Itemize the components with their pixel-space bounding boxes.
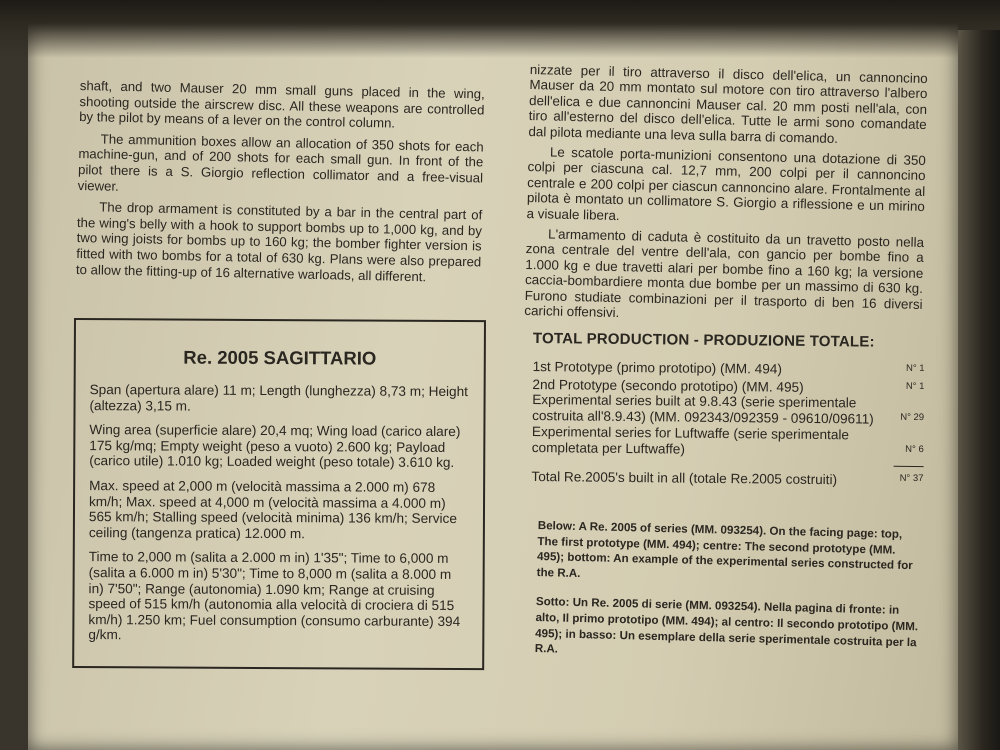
spec-paragraph: Wing area (superficie alare) 20,4 mq; Wing load (carico alare) 175 kg/mq; Empty weight (peso a vuoto) 2.600 kg; Payload (carico utile) 1.010 kg; Loaded weight (peso totale) 3.610 kg. — [89, 422, 461, 471]
total-rule — [894, 465, 924, 466]
production-row-count: N° 1 — [905, 362, 925, 374]
paragraph: Le scatole porta-munizioni consentono una dotazione di 350 colpi per ciascuna cal. 12,7 mm, 200 colpi per il cannoncino centrale e 200 colpi per ciascun cannoncino alare. Frontalmente al pilota è montato un collimatore S. Giorgio a riflessione e un mirino a visuale libera. — [526, 144, 927, 223]
english-text-column — [76, 78, 485, 292]
photo-captions — [534, 518, 923, 680]
paragraph: shaft, and two Mauser 20 mm small guns placed in the wing, shooting outside the airscrew disc. All these weapons are controlled by the pilot by means of a lever on the control column. — [79, 78, 485, 131]
production-row-text: 1st Prototype (primo prototipo) (MM. 494) — [532, 358, 783, 377]
top-shadow — [0, 0, 1000, 58]
specifications-box — [72, 318, 486, 670]
production-title: TOTAL PRODUCTION - PRODUZIONE TOTALE: — [532, 330, 875, 351]
paragraph: nizzate per il tiro attraverso il disco dell'elica, un cannoncino Mauser da 20 mm montato sul motore con tiro attraverso l'albero dell'elica e due cannoncini Mauser cal. 20 mm posti nell'ala, con tiro all'esterno del disco dell'elica. Tutte le armi sono comandate dal pilota mediante una leva sulla barra di comando. — [528, 62, 928, 146]
spec-title: Re. 2005 SAGITTARIO — [183, 346, 377, 369]
paragraph: The ammunition boxes allow an allocation of 350 shots for each machine-gun, and of 200 shots for each small gun. In front of the pilot there is a S. Giorgio reflection collimator and a free-visual viewer. — [77, 131, 484, 194]
production-row-count: N° 6 — [905, 443, 924, 455]
production-row — [532, 424, 924, 460]
production-row-count: N° 1 — [905, 380, 925, 392]
production-row-text: Experimental series built at 9.8.43 (serie sperimentale costruita all'8.9.43) (MM. 092343/092359 - 09610/09611) — [532, 392, 874, 427]
production-row-text: 2nd Prototype (secondo prototipo) (MM. 495) — [532, 376, 804, 395]
total-production-section — [531, 331, 925, 488]
production-row-text: Experimental series for Luftwaffe (serie sperimentale completata per Luftwaffe) — [531, 423, 850, 457]
production-row — [532, 392, 924, 428]
production-total-text: Total Re.2005's built in all (totale Re.2005 costruiti) — [531, 468, 838, 487]
spec-paragraph: Span (apertura alare) 11 m; Length (lunghezza) 8,73 m; Height (altezza) 3,15 m. — [89, 382, 468, 414]
caption-english: Below: A Re. 2005 of series (MM. 093254). On the facing page: top, The first prototype (MM. 494); centre: The second prototype (MM. 495); bottom: An example of the experimental series constructed for the R.A. — [536, 518, 913, 580]
spec-paragraph: Max. speed at 2,000 m (velocità massima a 2.000 m) 678 km/h; Max. speed at 4,000 m (velocità massima a 4.000 m) 565 km/h; Stalling speed (velocità minima) 136 km/h; Service ceiling (tangenza pratica) 12.000 m. — [88, 478, 457, 541]
caption-italian: Sotto: Un Re. 2005 di serie (MM. 093254). Nella pagina di fronte: in alto, Il primo prototipo (MM. 494); al centro: Il secondo prototipo (MM. 495); in basso: Un esemplare della serie sperimentale costruita per la R.A. — [534, 595, 919, 656]
production-total-count: N° 37 — [899, 472, 924, 484]
italian-text-column — [524, 62, 928, 332]
spec-paragraph: Time to 2,000 m (salita a 2.000 m in) 1'35"; Time to 6,000 m (salita a 6.000 m in) 5'30"; Time to 8,000 m (salita a 8.000 m in) 7'50"; Range (autonomia) 1.090 km; Range at cruising speed of 515 km/h (autonomia alla velocità di crociera di 515 km/h) 1.250 km; Fuel consumption (consumo carburante) 394 g/km. — [88, 549, 461, 643]
production-row-count: N° 29 — [900, 412, 925, 424]
paragraph: The drop armament is constituted by a bar in the central part of the wing's belly with a hook to support bombs up to 1,000 kg, and by two wing joists for bombs up to 160 kg; the bomber fighter version is fitted with two bombs for a total of 630 kg. Plans were also prepared to allow the fitting-up of 16 alternative warloads, all different. — [75, 199, 483, 284]
book-edge — [958, 30, 1000, 750]
paragraph: L'armamento di caduta è costituito da un travetto posto nella zona centrale del ventre dell'ala, con gancio per bombe fino a 1.000 kg e due travetti alari per bombe fino a 160 kg; la versione caccia-bombardiere monta due bombe per un massimo di 630 kg. Furono studiate combinazioni per il trasporto di ben 16 diversi carichi offensivi. — [524, 226, 925, 321]
